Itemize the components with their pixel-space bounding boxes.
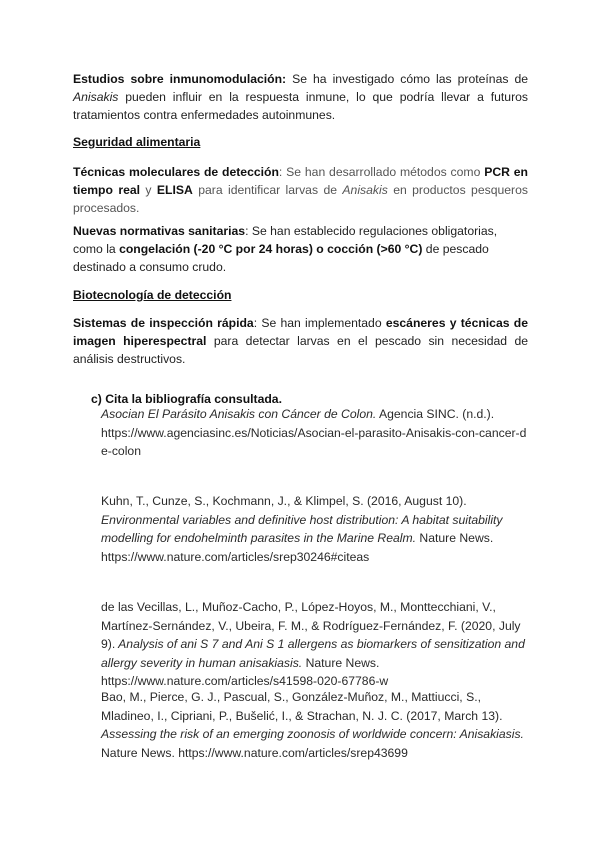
reference-authors: de las Vecillas, L., Muñoz-Cacho, P., López-Hoyos, M., Monttecchiani, V., Martínez-Sernández, V., Ubeira, F. M., & Rodríguez-Fernández, F. (2020, July 9). xyxy=(101,600,521,651)
subsection-bibliografia: c) Cita la bibliografía consultada. xyxy=(91,392,282,406)
section-heading-seguridad: Seguridad alimentaria xyxy=(73,135,201,149)
text: : Se han implementado xyxy=(253,316,386,330)
italic-term: Anisakis xyxy=(73,90,119,104)
text: para detectar larvas en el pescado sin necesidad de análisis destructivos. xyxy=(73,334,529,366)
reference-source: Nature News. xyxy=(416,531,494,545)
bold-term: escáneres y técnicas de imagen hiperespectral xyxy=(73,316,528,348)
bold-term: ELISA xyxy=(156,183,193,197)
paragraph-inspeccion-rapida xyxy=(73,314,528,368)
text: Se ha investigado cómo las proteínas de xyxy=(286,72,528,86)
reference-url[interactable]: https://www.nature.com/articles/srep30246#citeas xyxy=(101,549,370,564)
paragraph-inmunomodulacion xyxy=(73,70,528,124)
text: y xyxy=(140,183,157,197)
paragraph-lead: Técnicas moleculares de detección xyxy=(73,165,279,179)
italic-term: Anisakis xyxy=(342,183,388,197)
bold-term: PCR en tiempo real xyxy=(73,165,528,197)
text: para identificar larvas de xyxy=(192,183,343,197)
reference-4 xyxy=(101,688,531,762)
paragraph-lead: Nuevas normativas sanitarias xyxy=(73,224,246,238)
reference-title: Analysis of ani S 7 and Ani S 1 allergens as biomarkers of sensitization and allergy severity in human anisakiasis. xyxy=(101,637,525,670)
reference-2 xyxy=(101,492,531,566)
text: en productos pesqueros procesados. xyxy=(73,183,528,215)
reference-title: Assessing the risk of an emerging zoonosis of worldwide concern: Anisakiasis. xyxy=(101,727,524,741)
reference-3 xyxy=(101,598,531,691)
reference-source: Nature News. xyxy=(101,745,175,760)
paragraph-lead: Estudios sobre inmunomodulación: xyxy=(73,72,287,86)
text: : Se han establecido regulaciones obligatorias, como la xyxy=(73,224,498,256)
bold-term: congelación (-20 °C por 24 horas) o cocción (>60 °C) xyxy=(119,242,423,256)
paragraph-lead: Sistemas de inspección rápida xyxy=(73,316,254,330)
text: de pescado destinado a consumo crudo. xyxy=(73,242,489,274)
paragraph-tecnicas-moleculares xyxy=(73,163,528,217)
reference-source: Nature News. xyxy=(302,655,380,670)
paragraph-normativas xyxy=(73,222,528,276)
reference-1 xyxy=(101,405,531,461)
reference-url[interactable]: https://www.agenciasinc.es/Noticias/Asocian-el-parasito-Anisakis-con-cancer-de-colon xyxy=(101,425,527,458)
reference-url[interactable]: https://www.nature.com/articles/srep43699 xyxy=(178,745,408,760)
section-heading-biotecnologia: Biotecnología de detección xyxy=(73,288,232,302)
text: pueden influir en la respuesta inmune, lo que podría llevar a futuros tratamientos contra enfermedades autoinmunes. xyxy=(73,90,528,122)
text: : Se han desarrollado métodos como xyxy=(278,165,485,179)
reference-authors: Kuhn, T., Cunze, S., Kochmann, J., & Klimpel, S. (2016, August 10). xyxy=(101,494,467,508)
reference-authors: Bao, M., Pierce, G. J., Pascual, S., González-Muñoz, M., Mattiucci, S., Mladineo, I., Cipriani, P., Bušelić, I., & Strachan, N. J. C. (2017, March 13). xyxy=(101,690,503,723)
reference-title: Environmental variables and definitive host distribution: A habitat suitability modelling for endohelminth parasites in the Marine Realm. xyxy=(101,512,503,545)
reference-url[interactable]: https://www.nature.com/articles/s41598-020-67786-w xyxy=(101,674,389,688)
reference-source: Agencia SINC. (n.d.). xyxy=(376,407,495,421)
reference-title: Asocian El Parásito Anisakis con Cáncer de Colon. xyxy=(101,407,377,421)
